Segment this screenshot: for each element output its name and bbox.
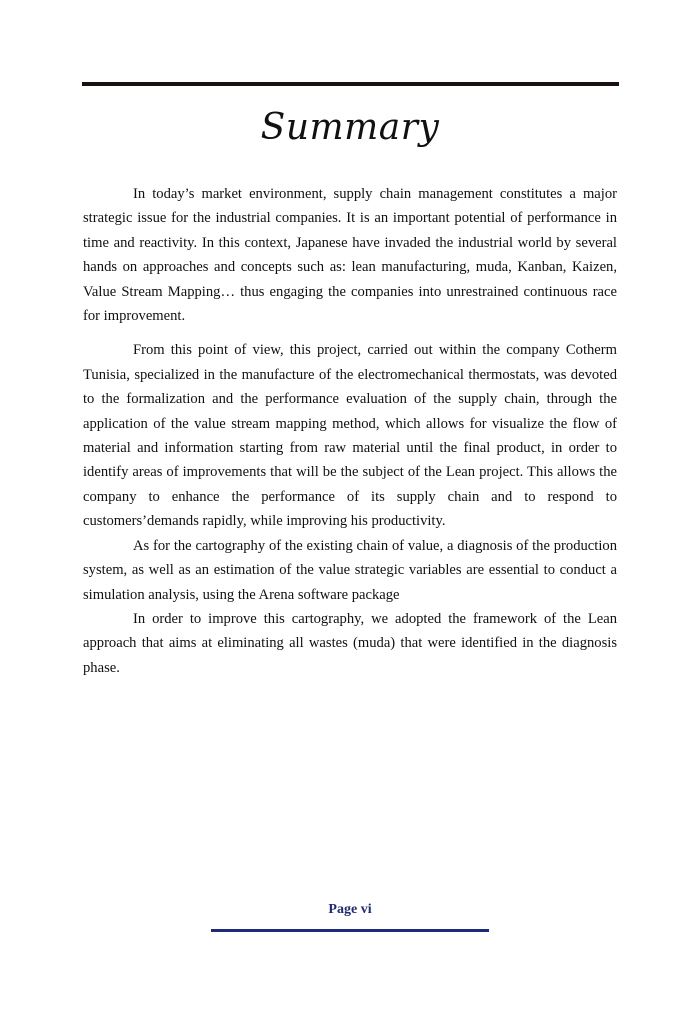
page-title: Summary [260,107,440,148]
summary-body [83,182,617,680]
paragraph-1: In today’s market environment, supply chain management constitutes a major strategic issue for the industrial companies. It is an important potential of performance in time and reactivity. In this context, Japanese have invaded the industrial world by several hands on approaches and concepts such as: lean manufacturing, muda, Kanban, Kaizen, Value Stream Mapping… thus engaging the companies into unrestrained continuous race for improvement. [83,186,617,325]
paragraph-4: In order to improve this cartography, we adopted the framework of the Lean approach that aims at eliminating all wastes (muda) that were identified in the diagnosis phase. [83,610,617,676]
paragraph-2: From this point of view, this project, carried out within the company Cotherm Tunisia, specialized in the manufacture of the electromechanical thermostats, was devoted to the formalization and the performance evaluation of the supply chain, through the application of the value stream mapping method, which allows for visualize the flow of material and information starting from raw material until the final product, in order to identify areas of improvements that will be the subject of the Lean project. This allows the company to enhance the performance of its supply chain and to respond to customers’demands rapidly, while improving his productivity. [83,342,617,530]
footer-rule [211,929,489,932]
header-rule [82,82,619,86]
page-number: Page vi [328,902,372,917]
paragraph-3: As for the cartography of the existing chain of value, a diagnosis of the production system, as well as an estimation of the value strategic variables are essential to conduct a simulation analysis, using the Arena software package [83,537,617,603]
